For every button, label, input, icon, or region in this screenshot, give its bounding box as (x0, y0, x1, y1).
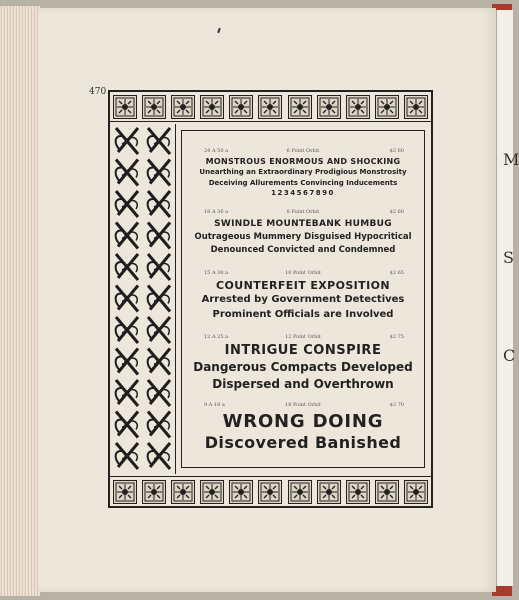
specimen-price: $2 60 (389, 209, 404, 215)
book-page-edges (0, 6, 41, 596)
ornament-tile-icon (317, 95, 341, 119)
specimen-size: 12 Point Orbit (285, 334, 321, 340)
specimen-line: Dangerous Compacts Developed (193, 360, 413, 374)
ornament-tile-icon (375, 480, 399, 504)
specimen-line: Prominent Officials are Involved (212, 309, 394, 320)
specimen-size: 8 Point Orbit (286, 209, 320, 215)
ornament-tile-icon (113, 480, 137, 504)
ornament-border-top (110, 92, 431, 122)
ornament-tile-icon (229, 95, 253, 119)
specimen-quantity: 9 A 18 a (204, 402, 225, 408)
ornament-tile-icon (142, 480, 166, 504)
specimen-size: 10 Point Orbit (285, 270, 321, 276)
ornament-tile-icon (258, 95, 282, 119)
ornament-tile-icon (200, 95, 224, 119)
specimen-price: $2 75 (389, 334, 404, 340)
ornament-tile-icon (346, 95, 370, 119)
specimen-line: Deceiving Allurements Convincing Inducements (208, 179, 398, 187)
specimen-panel (181, 130, 425, 468)
specimen-size: 18 Point Orbit (285, 402, 321, 408)
ornament-tile-icon (171, 480, 195, 504)
vine-ornament-column (110, 124, 176, 474)
specimen-quantity: 18 A 36 a (204, 209, 229, 215)
next-page-letter: S (503, 248, 514, 267)
next-page-edge (496, 10, 519, 586)
ornament-tile-icon (200, 480, 224, 504)
specimen-line: Unearthing an Extraordinary Prodigious Monstrosity (199, 168, 407, 176)
specimen-line: WRONG DOING (222, 411, 384, 432)
page-number: 470 (89, 87, 107, 97)
specimen-line: INTRIGUE CONSPIRE (224, 343, 382, 358)
ornament-tile-icon (258, 480, 282, 504)
specimen-line: 1234567890 (271, 189, 335, 197)
specimen-line: Outrageous Mummery Disguised Hypocritical (194, 232, 412, 242)
next-page-letter: M (503, 150, 519, 169)
ornament-tile-icon (317, 480, 341, 504)
ornament-tile-icon (288, 480, 312, 504)
specimen-meta (182, 209, 424, 219)
ornament-tile-icon (288, 95, 312, 119)
specimen-line: MONSTROUS ENORMOUS AND SHOCKING (205, 157, 401, 166)
specimen-price: $3 70 (389, 402, 404, 408)
ornament-tile-icon (346, 480, 370, 504)
ornament-tile-icon (404, 480, 428, 504)
ornament-tile-icon (171, 95, 195, 119)
specimen-price: $2 60 (389, 148, 404, 154)
ornament-tile-icon (229, 480, 253, 504)
specimen-price: $2 65 (389, 270, 404, 276)
specimen-quantity: 15 A 30 a (204, 270, 229, 276)
specimen-quantity: 24 A 50 a (204, 148, 229, 154)
specimen-line: COUNTERFEIT EXPOSITION (216, 279, 390, 292)
specimen-line: Arrested by Government Detectives (201, 294, 405, 305)
next-page-letter: C (503, 346, 516, 365)
specimen-quantity: 12 A 25 a (204, 334, 229, 340)
ornament-tile-icon (142, 95, 166, 119)
specimen-line: Discovered Banished (204, 433, 402, 452)
ornament-tile-icon (375, 95, 399, 119)
ornament-border-bottom (110, 476, 431, 506)
ornament-tile-icon (113, 95, 137, 119)
specimen-line: Denounced Convicted and Condemned (210, 245, 396, 255)
specimen-size: 6 Point Orbit (286, 148, 320, 154)
vine-scroll-icon (110, 124, 175, 474)
specimen-line: Dispersed and Overthrown (212, 377, 394, 391)
specimen-line: SWINDLE MOUNTEBANK HUMBUG (214, 219, 392, 229)
ornament-tile-icon (404, 95, 428, 119)
